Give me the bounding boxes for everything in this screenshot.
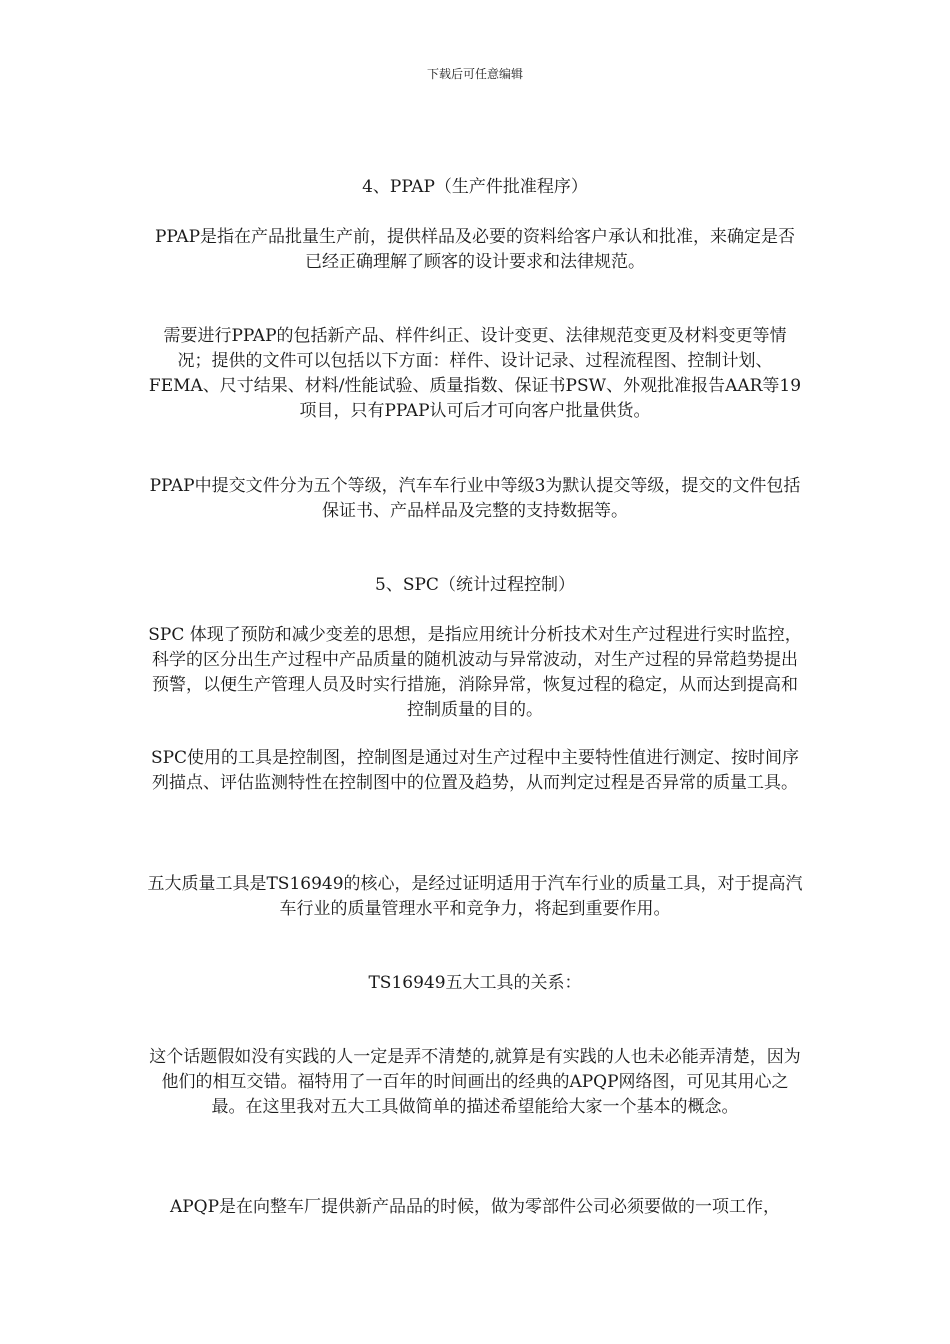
section-heading-spc: 5、SPC（统计过程控制） bbox=[375, 575, 575, 595]
paragraph-five-tools-summary: 五大质量工具是TS16949的核心，是经过证明适用于汽车行业的质量工具，对于提高汽车行业的质量管理水平和竞争力，将起到重要作用。 bbox=[147, 874, 803, 919]
section-heading-relation: TS16949五大工具的关系： bbox=[368, 973, 582, 993]
paragraph-apqp-intro: APQP是在向整车厂提供新产品品的时候，做为零部件公司必须要做的一项工作， bbox=[169, 1197, 781, 1217]
section-heading-ppap: 4、PPAP（生产件批准程序） bbox=[362, 177, 588, 197]
paragraph-spc-definition: SPC 体现了预防和减少变差的思想，是指应用统计分析技术对生产过程进行实时监控，科学的区分出生产过程中产品质量的随机波动与异常波动，对生产过程的异常趋势提出预警，以便生产管理人员及时实行措施，消除异常，恢复过程的稳定，从而达到提高和控制质量的目的。 bbox=[148, 625, 802, 720]
paragraph-relation-intro: 这个话题假如没有实践的人一定是弄不清楚的,就算是有实践的人也未必能弄清楚，因为他们的相互交错。福特用了一百年的时间画出的经典的APQP网络图，可见其用心之最。在这里我对五大工具做简单的描述希望能给大家一个基本的概念。 bbox=[149, 1047, 801, 1117]
paragraph-spc-tools: SPC使用的工具是控制图，控制图是通过对生产过程中主要特性值进行测定、按时间序列描点、评估监测特性在控制图中的位置及趋势，从而判定过程是否异常的质量工具。 bbox=[150, 748, 800, 793]
paragraph-ppap-levels: PPAP中提交文件分为五个等级，汽车车行业中等级3为默认提交等级，提交的文件包括保证书、产品样品及完整的支持数据等。 bbox=[149, 476, 801, 521]
page-header-note: 下载后可任意编辑 bbox=[426, 67, 523, 81]
paragraph-ppap-definition: PPAP是指在产品批量生产前，提供样品及必要的资料给客户承认和批准，来确定是否已经正确理解了顾客的设计要求和法律规范。 bbox=[154, 227, 796, 272]
paragraph-ppap-requirements: 需要进行PPAP的包括新产品、样件纠正、设计变更、法律规范变更及材料变更等情况；提供的文件可以包括以下方面：样件、设计记录、过程流程图、控制计划、FEMA、尺寸结果、材料/性能试验、质量指数、保证书PSW、外观批准报告AAR等19项目，只有PPAP认可后才可向客户批量供货。 bbox=[148, 326, 802, 421]
